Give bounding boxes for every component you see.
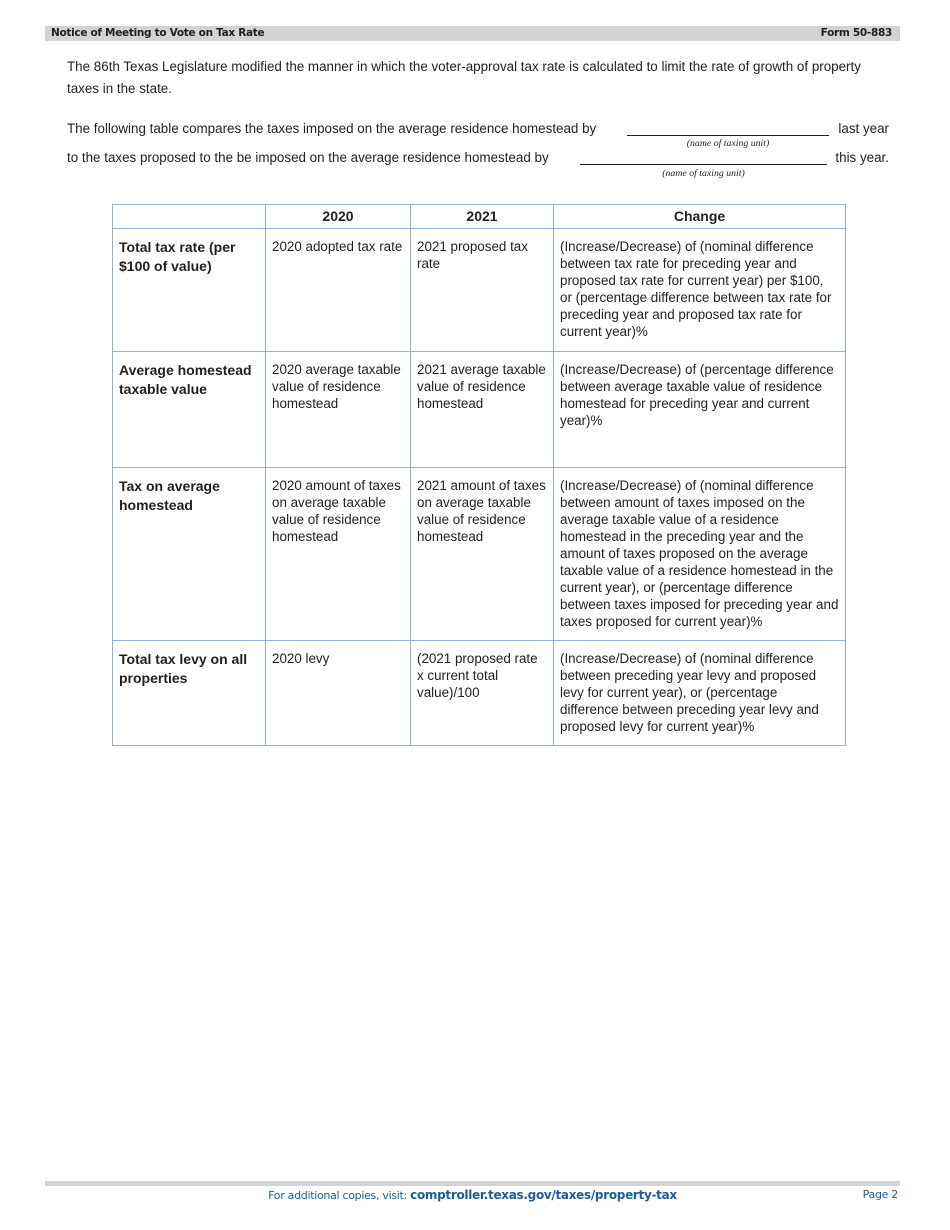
cell-2020: 2020 levy bbox=[266, 641, 411, 746]
cell-2020: 2020 amount of taxes on average taxable value of residence homestead bbox=[266, 468, 411, 641]
row-label: Tax on average homestead bbox=[113, 468, 266, 641]
table-header-row bbox=[113, 205, 846, 229]
header-blank bbox=[113, 205, 266, 229]
form-title: Notice of Meeting to Vote on Tax Rate bbox=[51, 27, 265, 39]
cell-change: (Increase/Decrease) of (percentage difference between average taxable value of residence homestead for preceding year and current year)% bbox=[554, 352, 846, 468]
footer-copies-text bbox=[45, 1188, 900, 1202]
row-label: Total tax levy on all properties bbox=[113, 641, 266, 746]
cell-2021: 2021 proposed tax rate bbox=[411, 229, 554, 352]
cell-2021: 2021 average taxable value of residence homestead bbox=[411, 352, 554, 468]
line1-caption: (name of taxing unit) bbox=[686, 138, 770, 149]
cell-2020: 2020 average taxable value of residence homestead bbox=[266, 352, 411, 468]
form-header-bar bbox=[45, 26, 900, 41]
cell-change: (Increase/Decrease) of (nominal difference between tax rate for preceding year and proposed tax rate for current year) per $100, or (percentage difference between tax rate for preceding year and proposed tax rate for current year)% bbox=[554, 229, 846, 352]
form-number: Form 50-883 bbox=[820, 27, 892, 39]
row-label: Average homestead taxable value bbox=[113, 352, 266, 468]
page-number: Page 2 bbox=[862, 1188, 898, 1201]
line2-tail-text: this year. bbox=[835, 150, 889, 165]
cell-2021: 2021 amount of taxes on average taxable value of residence homestead bbox=[411, 468, 554, 641]
cell-change: (Increase/Decrease) of (nominal difference between amount of taxes imposed on the average taxable value of a residence homestead in the preceding year and the amount of taxes proposed on the average taxable value of a residence homestead in the current year), or (percentage difference between taxes imposed for preceding year and taxes proposed for current year)% bbox=[554, 468, 846, 641]
row-label: Total tax rate (per $100 of value) bbox=[113, 229, 266, 352]
comptroller-link[interactable]: comptroller.texas.gov/taxes/property-tax bbox=[410, 1188, 677, 1202]
taxing-unit-blank-2[interactable] bbox=[580, 164, 827, 165]
table-row bbox=[113, 229, 846, 352]
cell-change: (Increase/Decrease) of (nominal difference between preceding year levy and proposed levy for current year), or (percentage difference between preceding year levy and proposed levy for current year)% bbox=[554, 641, 846, 746]
header-2020: 2020 bbox=[266, 205, 411, 229]
table-row bbox=[113, 641, 846, 746]
tax-comparison-table bbox=[112, 204, 846, 746]
cell-2021: (2021 proposed rate x current total value)/100 bbox=[411, 641, 554, 746]
taxing-unit-blank-1[interactable] bbox=[627, 135, 829, 136]
comparison-line-2 bbox=[67, 150, 889, 170]
footer-prefix: For additional copies, visit: bbox=[268, 1189, 407, 1202]
line1-lead-text: The following table compares the taxes imposed on the average residence homestead by bbox=[67, 121, 597, 136]
line1-tail-text: last year bbox=[838, 121, 889, 136]
table-row bbox=[113, 352, 846, 468]
header-2021: 2021 bbox=[411, 205, 554, 229]
line2-caption: (name of taxing unit) bbox=[662, 168, 745, 179]
table-row bbox=[113, 468, 846, 641]
intro-paragraph: The 86th Texas Legislature modified the manner in which the voter-approval tax rate is calculated to limit the rate of growth of property taxes in the state. bbox=[67, 59, 861, 96]
header-change: Change bbox=[554, 205, 846, 229]
line2-lead-text: to the taxes proposed to the be imposed on the average residence homestead by bbox=[67, 150, 549, 165]
footer-rule bbox=[45, 1181, 900, 1186]
page-footer bbox=[45, 1188, 900, 1204]
cell-2020: 2020 adopted tax rate bbox=[266, 229, 411, 352]
